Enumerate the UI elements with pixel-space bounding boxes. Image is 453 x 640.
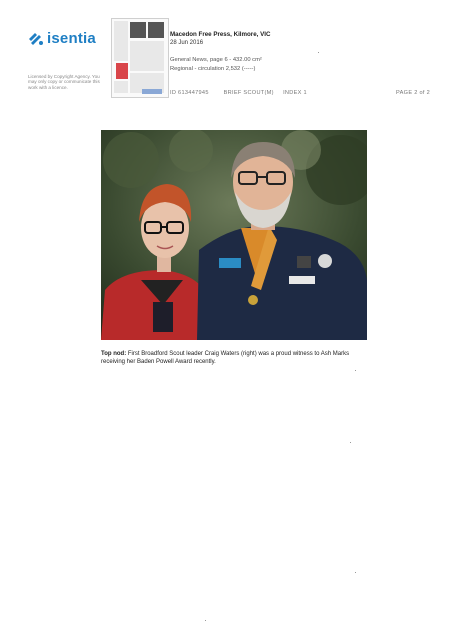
article-photo [101, 130, 367, 340]
license-notice: Licensed by Copyright Agency. You may only copy or communicate this work with a licence. [28, 74, 100, 90]
scan-speck [350, 442, 351, 443]
circulation-info: Regional - circulation 2,532 (-----) [170, 66, 256, 72]
brand-name: isentia [47, 30, 96, 47]
clip-info-bar [170, 90, 307, 96]
caption-lead: Top nod: [101, 351, 127, 357]
scan-speck [318, 52, 319, 53]
section-info: General News, page 6 - 432.00 cm² [170, 57, 262, 63]
caption-text: First Broadford Scout leader Craig Waters (right) was a proud witness to Ash Marks receiving her Baden Powell Award recently. [101, 351, 350, 365]
index-label: INDEX 1 [283, 90, 307, 96]
scan-speck [355, 370, 356, 371]
page-number: PAGE 2 of 2 [396, 90, 430, 96]
photo-caption [101, 350, 367, 366]
publication-date: 28 Jun 2016 [170, 40, 204, 46]
clip-id: ID 613447945 [170, 90, 209, 96]
brief-label: BRIEF SCOUT(M) [223, 90, 274, 96]
scout-photo-illustration [101, 130, 367, 340]
publication-name: Macedon Free Press, Kilmore, VIC [170, 31, 271, 38]
isentia-logo-icon [28, 31, 44, 47]
scan-speck [355, 572, 356, 573]
page-thumbnail [111, 18, 169, 98]
isentia-logo [28, 30, 96, 47]
scan-speck [205, 620, 206, 621]
